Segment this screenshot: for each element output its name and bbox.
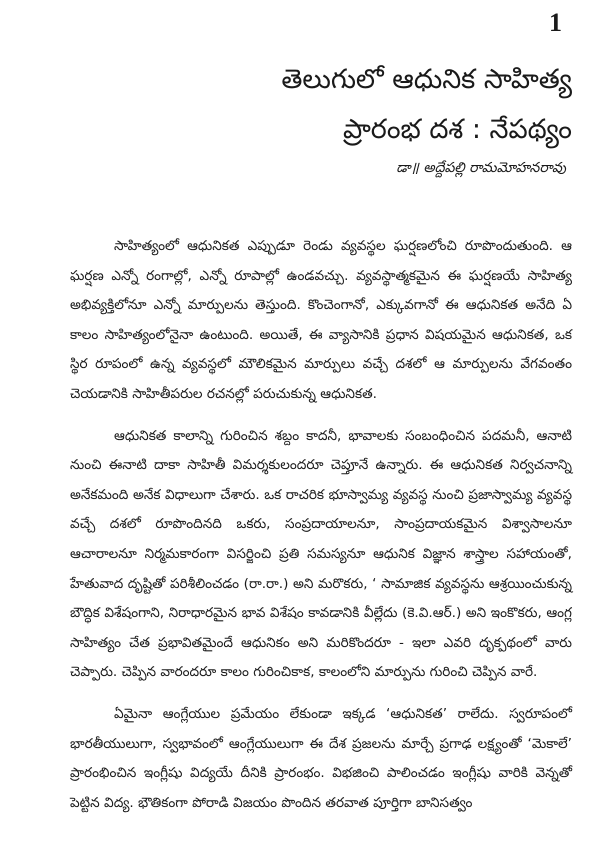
author-name: డా॥ అద్దేపల్లి రామమోహనరావు [396,160,566,176]
body-paragraph: ఆధునికత కాలాన్ని గురించిన శబ్దం కాదనీ, భావాలకు సంబంధించిన పదమనీ, ఆనాటి నుంచి ఈనాటి దాకా సాహితీ విమర్శకులందరూ చెప్తూనే ఉన్నారు. ఈ ఆధునికత నిర్వచనాన్ని అనేకమంది అనేక విధాలుగా చేశారు. ఒక రాచరిక భూస్వామ్య వ్యవస్థ నుంచి ప్రజాస్వామ్య వ్యవస్థ వచ్చే దశలో రూపొందినది ఒకరు, సంప్రదాయాలనూ, సాంప్రదాయకమైన విశ్వాసాలనూ ఆచారాలనూ నిర్మమకారంగా విసర్జించి ప్రతి సమస్యనూ ఆధునిక విజ్ఞాన శాస్త్రాల సహాయంతో, హేతువాద దృష్టితో పరిశీలించడం (రా.రా.) అని మరొకరు, ‘ సామాజిక వ్యవస్థను ఆశ్రయించుకున్న బౌద్ధిక విశేషంగాని, నిరాధారమైన భావ విశేషం కావడానికి వీల్లేదు (కె.వి.ఆర్.) అని ఇంకొకరు, ఆంగ్ల సాహిత్యం చేత ప్రభావితమైందే ఆధునికం అని మరికొందరూ - ఇలా ఎవరి దృక్పథంలో వారు చెప్పారు. చెప్పిన వారందరూ కాలం గురించికాక, కాలంలోని మార్పును గురించి చెప్పిన వారే. [70,427,572,681]
chapter-title-line-2: ప్రారంభ దశ : నేపథ్యం [342,114,572,145]
body-paragraph: ఏమైనా ఆంగ్లేయుల ప్రమేయం లేకుండా ఇక్కడ ‘ఆధునికత’ రాలేదు. స్వరూపంలో భారతీయులుగా, స్వభావంలో ఆంగ్లేయులుగా ఈ దేశ ప్రజలను మార్చే ప్రగాఢ లక్ష్యంతో ‘మెకాలే’ ప్రారంభించిన ఇంగ్లీషు విద్యయే దీనికి ప్రారంభం. విభజించి పాలించడం ఇంగ్లీషు వారికి వెన్నతో పెట్టిన విద్య. భౌతికంగా పోరాడి విజయం పొందిన తరవాత పూర్తిగా బానిసత్వం [70,705,572,811]
chapter-title-line-1: తెలుగులో ఆధునిక సాహిత్య [281,64,572,95]
page-number: 1 [549,8,562,37]
article-body [70,232,572,830]
body-paragraph: సాహిత్యంలో ఆధునికత ఎప్పుడూ రెండు వ్యవస్థల ఘర్షణలోంచి రూపొందుతుంది. ఆ ఘర్షణ ఎన్నో రంగాల్లో, ఎన్నో రూపాల్లో ఉండవచ్చు. వ్యవస్థాత్మకమైన ఈ ఘర్షణయే సాహిత్య అభివ్యక్తిలోనూ ఎన్నో మార్పులను తెస్తుంది. కొంచెంగానో, ఎక్కువగానో ఈ ఆధునికత అనేది ఏ కాలం సాహిత్యంలోనైనా ఉంటుంది. అయితే, ఈ వ్యాసానికి ప్రధాన విషయమైన ఆధునికత, ఒక స్థిర రూపంలో ఉన్న వ్యవస్థలో మౌలికమైన మార్పులు వచ్చే దశలో ఆ మార్పులను వేగవంతం చెయడానికి సాహితీపరుల రచనల్లో పరుచుకున్న ఆధునికత. [70,238,572,402]
